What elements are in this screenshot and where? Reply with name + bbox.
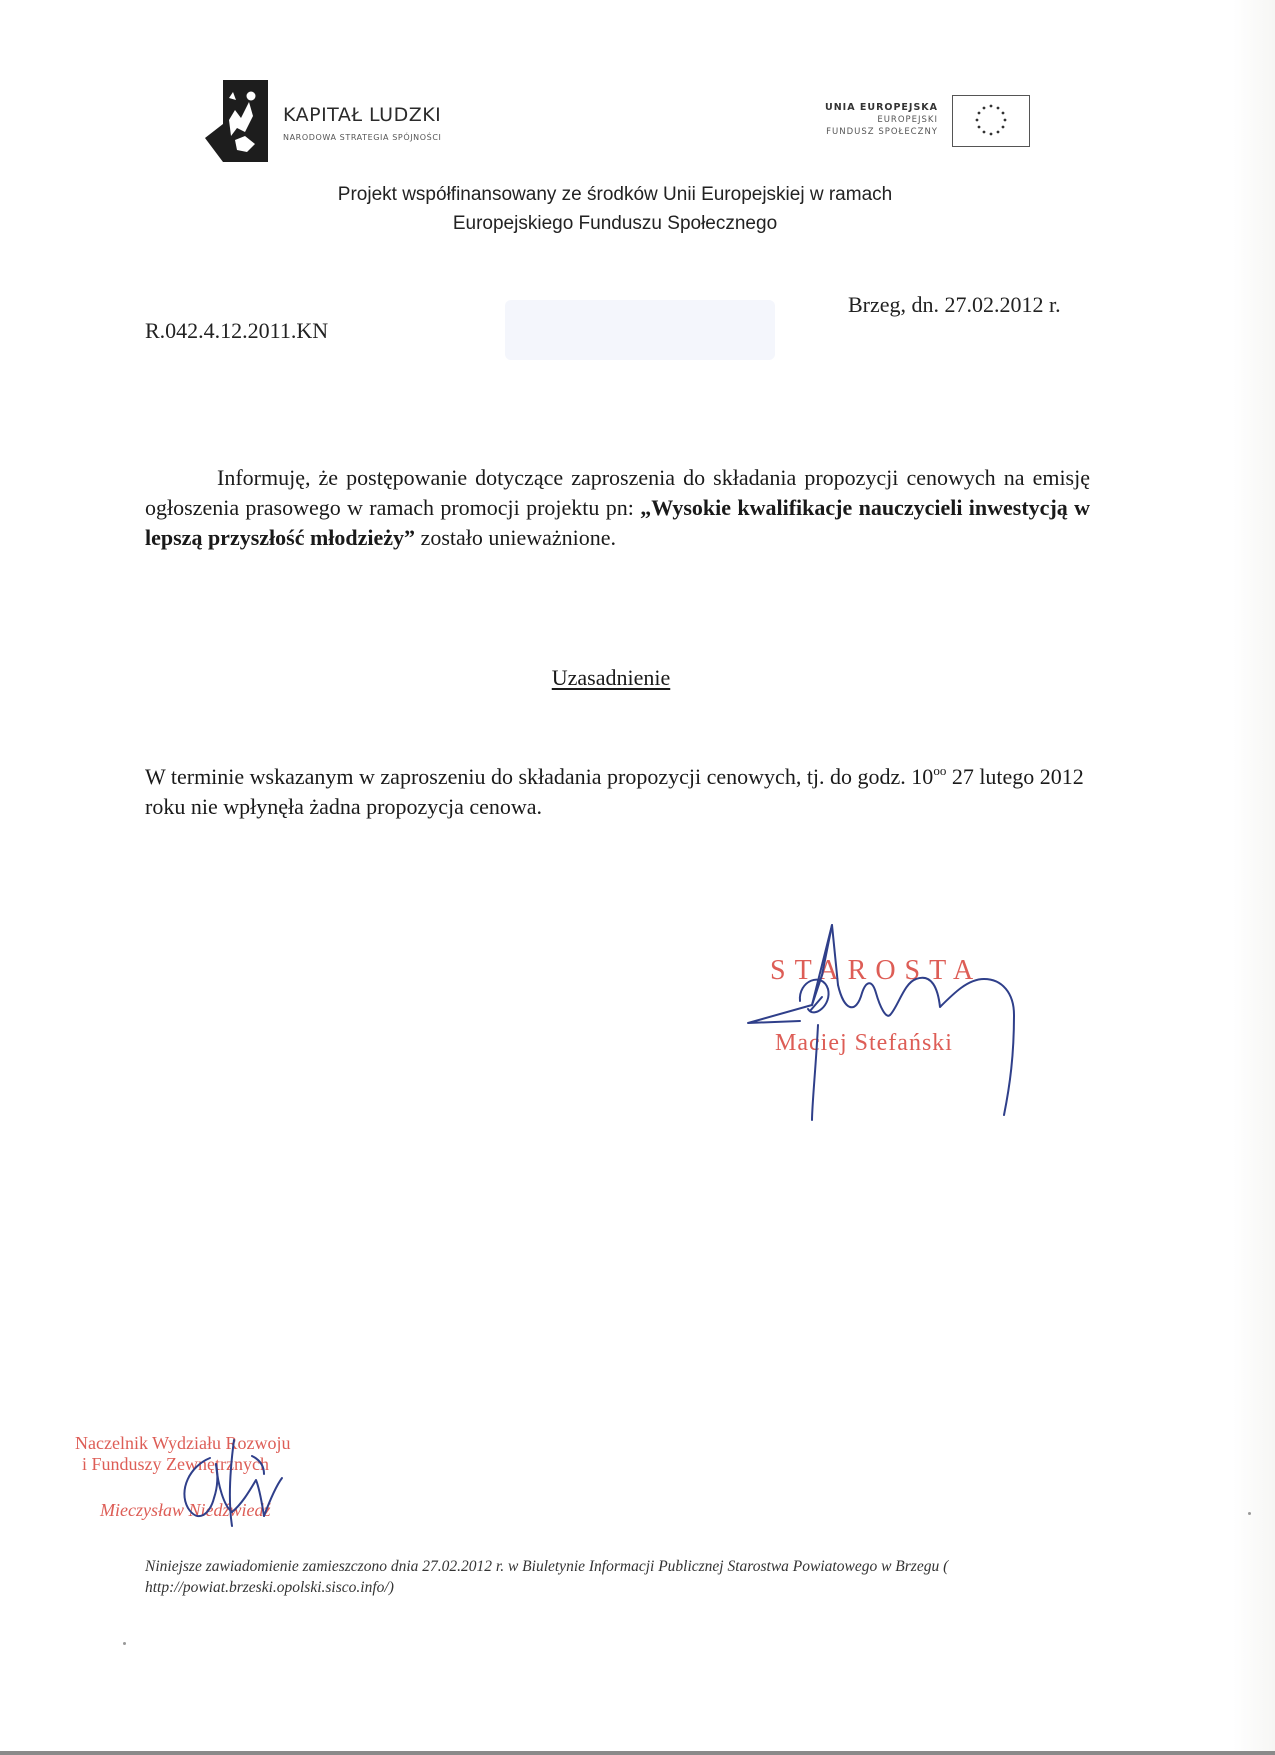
main-paragraph-outro: zostało unieważnione.: [415, 525, 617, 550]
time-superscript: oo: [933, 763, 947, 778]
faint-stamp-mark: [505, 300, 775, 360]
header-line1: Projekt współfinansowany ze środków Unii Europejskiej w ramach: [337, 184, 893, 205]
european-union-logo: [760, 95, 1030, 151]
starosta-title: STAROSTA: [770, 955, 983, 986]
project-funding-header: [0, 180, 1230, 238]
kapital-ludzki-logo: [205, 80, 485, 165]
header-line2: Europejskiego Funduszu Społecznego: [452, 213, 778, 234]
eu-logo-line1: UNIA EUROPEJSKA: [825, 102, 938, 113]
scan-speck: [123, 1642, 126, 1645]
naczelnik-signature-icon: [160, 1430, 320, 1540]
starosta-signature-icon: [740, 915, 1060, 1135]
justification-text-after: 27 lutego 2012 roku nie wpłynęła żadna propozycja cenowa.: [145, 764, 1084, 819]
kapital-ludzki-subtitle: NARODOWA STRATEGIA SPÓJNOŚCI: [283, 133, 442, 142]
main-paragraph: [145, 463, 1090, 553]
justification-text-before: W terminie wskazanym w zaproszeniu do składania propozycji cenowych, tj. do godz. 10: [145, 764, 934, 789]
naczelnik-name: Mieczysław Niedźwiedź: [100, 1500, 271, 1520]
eu-logo-text: [825, 101, 938, 138]
scan-bottom-edge: [0, 1751, 1275, 1755]
scan-speck: [1248, 1512, 1251, 1515]
eu-logo-line3: FUNDUSZ SPOŁECZNY: [826, 127, 938, 137]
place-date: Brzeg, dn. 27.02.2012 r.: [848, 292, 1061, 317]
justification-heading-text: Uzasadnienie: [551, 665, 671, 690]
kapital-ludzki-title: KAPITAŁ LUDZKI: [283, 104, 442, 126]
starosta-name: Maciej Stefański: [775, 1030, 953, 1056]
main-paragraph-intro: Informuję, że postępowanie dotyczące zaproszenia do składania propozycji cenowych na emisję ogłoszenia prasowego w ramach promocji projektu pn:: [145, 465, 1090, 520]
kapital-ludzki-emblem-icon: [205, 80, 273, 165]
naczelnik-line2: i Funduszy Zewnętrznych: [82, 1454, 269, 1474]
eu-logo-line2: EUROPEJSKI: [877, 115, 938, 125]
eu-flag-icon: [952, 95, 1030, 147]
scan-edge-shadow: [1233, 0, 1275, 1755]
naczelnik-line1: Naczelnik Wydziału Rozwoju: [75, 1433, 291, 1453]
footer-note: Niniejsze zawiadomienie zamieszczono dnia 27.02.2012 r. w Biuletynie Informacji Publicznej Starostwa Powiatowego w Brzegu ( http://powiat.brzeski.opolski.sisco.info/): [145, 1558, 949, 1596]
justification-heading: [0, 665, 1222, 691]
project-name: „Wysokie kwalifikacje nauczycieli inwestycją w lepszą przyszłość młodzieży”: [145, 495, 1090, 550]
reference-number: R.042.4.12.2011.KN: [145, 318, 329, 343]
justification-text: [145, 762, 1090, 822]
